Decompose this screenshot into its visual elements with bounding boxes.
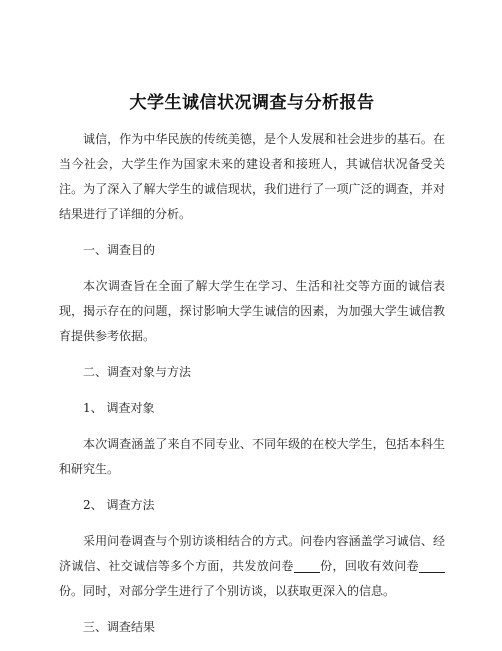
intro-paragraph: 诚信，作为中华民族的传统美德，是个人发展和社会进步的基石。在当今社会，大学生作为国家未来的建设者和接班人，其诚信状况备受关注。为了深入了解大学生的诚信现状，我们进行了一项广泛的调查，并对结果进行了详细的分析。 xyxy=(59,132,445,221)
methods-text-part3: 份。同时，对部分学生进行了个别访谈，以获取更深入的信息。 xyxy=(59,584,396,598)
document-title: 大学生诚信状况调查与分析报告 xyxy=(129,93,375,113)
methods-text-part2: 份，回收有效问卷 xyxy=(319,559,419,573)
blank-issued-count xyxy=(294,558,320,573)
section-heading-subjects-methods: 二、调查对象与方法 xyxy=(83,365,192,379)
section-heading-results: 三、调查结果 xyxy=(83,620,156,634)
blank-valid-count xyxy=(419,558,445,573)
document-page xyxy=(59,88,445,651)
subsection-heading-subjects: 1、 调查对象 xyxy=(83,401,155,415)
purpose-paragraph: 本次调查旨在全面了解大学生在学习、生活和社交等方面的诚信表现，揭示存在的问题，探讨影响大学生诚信的因素，为加强大学生诚信教育提供参考依据。 xyxy=(59,279,445,343)
methods-text-part1: 采用问卷调查与个别访谈相结合的方式。问卷内容涵盖学习诚信、经济诚信、社交诚信等多个方面，共发放问卷 xyxy=(59,534,445,573)
subjects-paragraph: 本次调查涵盖了来自不同专业、不同年级的在校大学生，包括本科生和研究生。 xyxy=(59,437,445,476)
section-heading-purpose: 一、调查目的 xyxy=(83,243,156,257)
methods-paragraph xyxy=(59,529,445,604)
subsection-heading-methods: 2、 调查方法 xyxy=(83,498,155,512)
